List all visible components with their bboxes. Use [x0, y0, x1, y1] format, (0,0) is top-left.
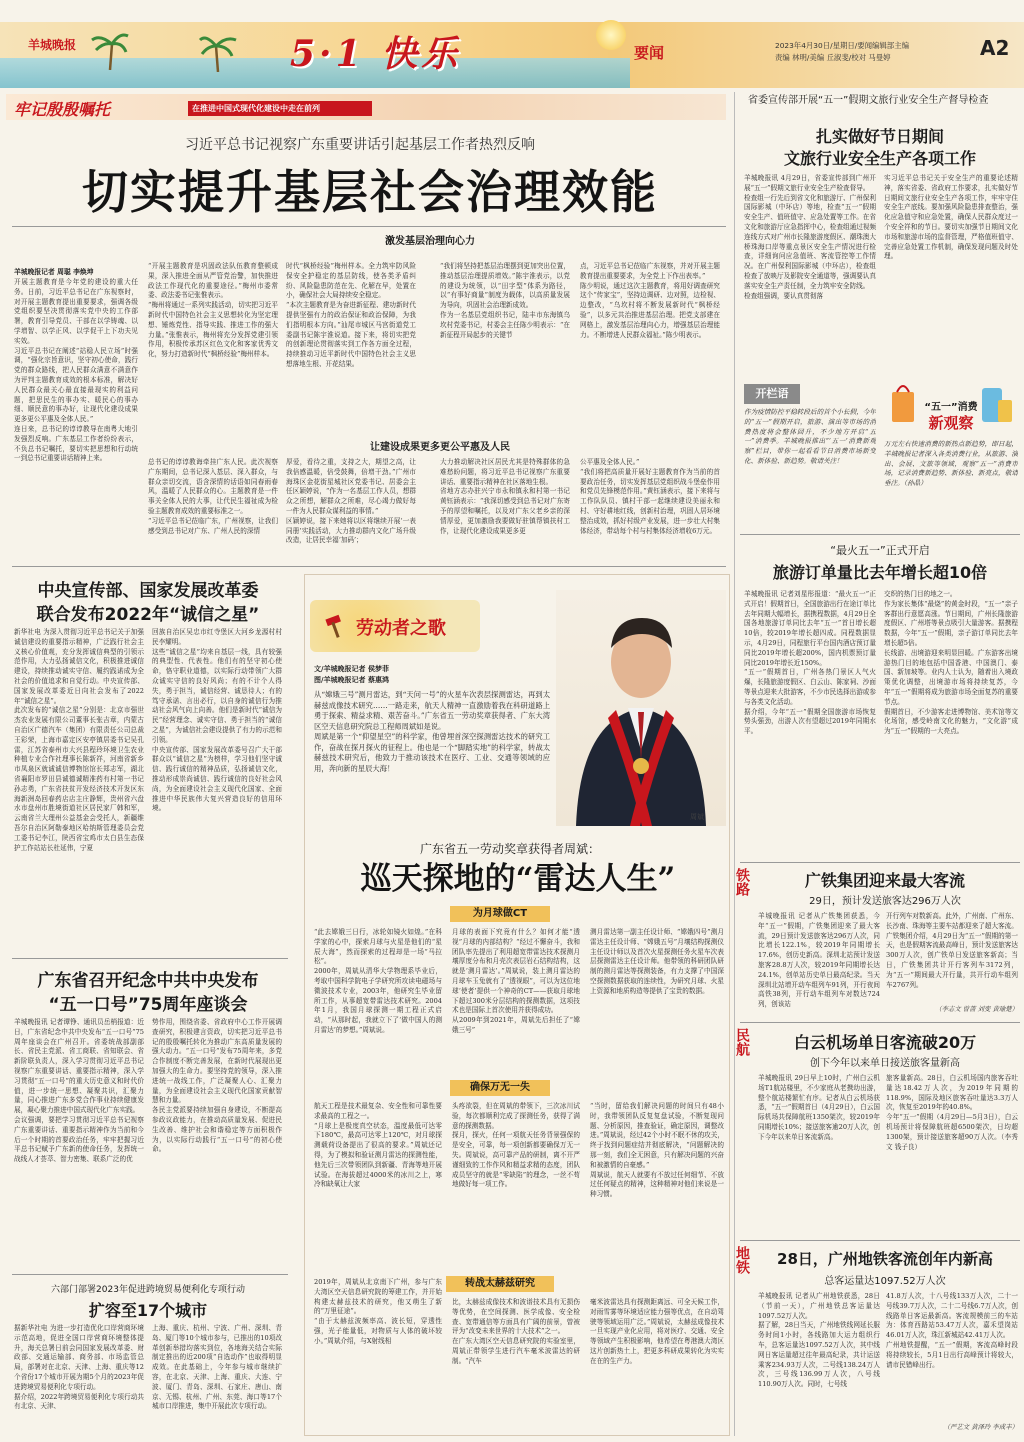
sun-icon — [596, 20, 626, 50]
air-tag: 民航 — [734, 1028, 750, 1056]
lead-column-9: 公平惠及全体人民。” “我们将把高质量开展好主题教育作为当前的首要政治任务，切实发挥基层党组织战斗堡垒作用和党员先锋模范作用。”黄钰涵表示，接下来将与工作队队员、镇村干部一起继续建设美丽永和村、守好耕地红线，创新村治理，巩固人居环境整治成效，抓好村级产业发展，进一步壮大村集体经济，带动每个村与村集体经济增收6万元。 — [580, 458, 720, 535]
lead-kicker: 习近平总书记视察广东重要讲话引起基层工作者热烈反响 — [185, 137, 535, 153]
trade-kicker: 六部门部署2023年促进跨境贸易便利化专项行动 — [51, 1285, 245, 1295]
column-badge-1: “五一”消费 — [924, 402, 978, 413]
feature-intro: 从“嫦娥三号”测月雷达，到“天问一号”的火星车次表层探测雷达，再到太赫兹成像技术研究……一路走来，航天人精神一直激励着我在科研道路上勇于探索、精益求精、艰苦奋斗。”广东省五一劳动奖章获得者、广东大湾区空天信息研究院总工程师周斌如是说。 周斌是第一个“仰望星空”的科学家，他曾埋首深空探测雷达技术的研究工作，奋战在探月探火的征程上。他也是一个“脚踏实地”的科学家，转战太赫兹技术研究后，他致力于推动该技术在医疗、工业、交通等领域的应用，奔向新的星辰大海！ — [314, 690, 550, 773]
theme-slogan: 牢记殷殷嘱托 — [14, 100, 111, 119]
lead-byline: 羊城晚报记者 周聪 李焕坤 — [14, 268, 94, 276]
integrity-headline-2: 联合发布2022年“诚信之星” — [36, 605, 260, 625]
divider — [12, 226, 726, 227]
newspaper-logo: 羊城晚报 — [28, 38, 77, 52]
feature-column-5: 头疼欲裂，但在周斌的带领下，三次冰川试验，每次都顺利完成了探测任务，获得了满意的探测数据。 探月，探火，任何一项航天任务背景强保的是安全，可靠，每一项创新都要确保万无一失。周斌说，高可靠产品的研制，离不开严谨细致的工作作风和精益求精的态度，团队成员坚守的就是“零缺陷”的理念，一丝不苟地做好每一项工作。 — [452, 1102, 580, 1189]
rail-credit: （李志文 曾蔷 刘变 黄瑜楚） — [935, 1005, 1018, 1013]
air-column-2: 旅客量新高。28日，白云机场国内旅客吞吐量达18.42万人次，为2019年同期的118.9%，国际及地区旅客吞吐量达3.3万人次，恢复至2019年的40.8%。 今年“五一”假期（4月29日—5月3日），白云机场预计将保障航班超6500架次，日均超1300架，预计接送旅客超90万人次。（李秀文 钱子良） — [886, 1074, 1018, 1151]
page-number: A2 — [980, 36, 1010, 60]
integrity-column-2: 回族自治区吴忠市红寺堡区大河乡龙源村村民李耀明。 这些“诚信之星”均来自基层一线，具有较强的典型性、代表性。他们有的坚守初心使命，恪守职业道德，以实际行动带领广大群众诚实守信的良好风尚；有的不计个人得失，勇于担当，诚信经营、诚恳待人；有的笃守承诺、言出必行，以自身的诚信行为推动社会风气向上向善。他们是新时代“诚信为民”经营理念、诚实守信、勇于担当的“诚信之星”，为诚信社会建设提供了有力的示范和引领。 中央宣传部、国家发展改革委号召广大干部群众以“诚信之星”为榜样，学习他们坚守诚信、践行诚信的精神品质，弘扬诚信文化，推动形成崇尚诚信、践行诚信的良好社会风尚，为全面建设社会主义现代化国家、全面推进中华民族伟大复兴营造良好的信用环境。 — [152, 628, 282, 813]
lead-column-2: “开展主题教育是巩固政法队伍教育整顿成果，深入推进全面从严管党治警，加快推进政法工作现代化的重要途径。”梅州市委常委、政法委书记张惟表示。 “梅州将通过一系列实践活动，切实把习近平新时代中国特色社会主义思想转化为坚定理想、锤炼党性、指导实践、推进工作的强大力量。”张惟表示，梅州将充分发挥党建引领作用，积极传承苏区红色文化和客家优秀文化，努力打造新时代“枫桥经验”梅州样本。 — [148, 262, 278, 359]
hammer-icon — [322, 612, 350, 640]
rail-column-2: 开行列车对数新高。此外，广州南、广州东、长沙南、珠海等主要车站都迎来了超大客流。 广铁集团介绍，4月29日为“五一”假期的第一天，也是假期客流最高峰日，预计发送旅客达300万人次，创广铁单日发送旅客新高；当日，广铁集团共计开行客列车3172列，为“五一”期间最大开行量，共开行动车组列车2767列。 — [886, 912, 1018, 989]
trade-headline: 扩容至17个城市 — [88, 1301, 208, 1320]
metro-tag: 地铁 — [734, 1246, 750, 1274]
rail-headline: 广铁集团迎来最大客流 — [804, 871, 965, 890]
column-tag: 开栏语 — [744, 384, 800, 404]
divider — [740, 862, 1020, 863]
lead-subhead: 激发基层治理向心力 — [385, 236, 475, 247]
integrity-headline-1: 中央宣传部、国家发展改革委 — [37, 581, 259, 601]
tourism-column-2: 实习近平总书记关于安全生产的重要论述精神，落实省委、省政府工作要求，扎实做好节日期间文旅行业安全生产各项工作，牢牢守住安全生产底线。要加强风险隐患排查整治，强化应急值守和应急处置，确保人民群众度过一个安全祥和的节日。要切实加强节日期间文化市场和旅游市场的监督管理，严格值班值守、完善应急处置工作机制，确保发现问题及时处理。 — [884, 174, 1018, 261]
integrity-column-1: 新华社电 为深入贯彻习近平总书记关于加强诚信建设的重要指示精神，广泛践行社会主义核心价值观，充分发挥诚信典型的引领示范作用，大力弘扬诚信文化，积极推进诚信建设，持续推动诚实守信、履约践诺成为全社会的价值追求和自觉行动。中央宣传部、国家发展改革委近日向社会发布了2022年“诚信之星”。 此次发布的“诚信之星”分别是：北京市强世杰农业发展有限公司董事长张吉章，内蒙古自治区广德汽车（集团）有限责任公司总裁王彩荣，上海市嘉定区安亭镇居委书记吴孔雷，江苏省泰州市大兴县程玲环境卫生农业种植专业合作社理事长陈新祥，河南省新乡市凤泉区就诚诚信博物馆馆长郑志军，湖北省襄阳市罗田县诚德诚精准药有村第一书记孙志勇，广东省扶贫开发经济技术开发区东海新洲岛回春药店店主庄静辉，贵州省六盘水市盘州市胜境街道社区居民家厂韩和军，云南省兰大理州公益基金会受托人，新疆维吾尔自治区阿勒泰地区哈纳斯管理委员会党工委书记李江，陕西省宝鸡市太白县生态保护工作站站长杜延伟，宁夏 — [14, 628, 144, 852]
metro-column-2: 41.8万人次，十八号线133万人次，二十一号线39.7万人次，二十二号线6.7万人次，创线路单日客运最新高。客流规模前三的车站为：体育西路站53.47万人次，嘉禾望岗站46.01万人次，珠江新城站42.41万人次。 广州地铁提醒，“五一”假期，客流高峰时段将持续较长，5月1日出行高峰预计将较大，请市民错峰出行。 — [886, 1292, 1018, 1369]
may-slogan-headline-2: “五一口号”75周年座谈会 — [48, 995, 248, 1015]
travel-column-1: 羊城晚报讯 记者刘星彤报道：“最火五一”正式开启！假期首日，全国旅游出行在途订单比去年同期大幅增长，据携程数据，4月29日全国各地旅游订单同比去年“五一”首日增长超10倍，较2019年增长超四成。同程数据显示，4月29日，同程旅行平台国内酒店预订量同比2019年增长超200%，国内机票预订量同比2019年增长近150%。 “五一”假期首日，广州各热门景区人气火爆，长隆旅游度假区、白云山、陈家祠、沙面等景点迎来大批游客，不少市民选择出游或参与各类文化活动。 据介绍，今年“五一”假期全国旅游市场恢复势头强劲，出游人次有望超过2019年同期水平。 — [744, 590, 876, 736]
feature-column-1: “此去嫦娥三日行，冰轮如镜火如煌。”在科学家的心中，探索月球与火星是他们的“星辰大海”，然而探索的过程却是一场“马拉松”。 2000年，周斌从清华大学物理系毕业后，考取中国科学院电子学研究所攻读电磁场与微波技术专业，2003年，他研究生毕业留所工作，从事超宽带雷达技术研究。2004年1月，我国月球探测一期工程正式启动，“从那时起，我就立下了‘做中国人的测月雷达’的梦想。”周斌说。 — [314, 928, 442, 1034]
feature-headline: 巡天探地的“雷达人生” — [360, 861, 676, 897]
air-headline: 白云机场单日客流破20万 — [793, 1033, 977, 1052]
divider — [740, 1240, 1020, 1241]
tourism-headline-1: 扎实做好节日期间 — [815, 127, 944, 146]
lead-column-1: 开展主题教育是今年党的建设的重大任务。日前，习近平总书记在广东视察时，对开展主题教育提出重要要求，强调各级党组织要坚决贯彻落实党中央的工作部署，教育引导党员、干部在以学铸魂、以学增智、以学正风、以学促干上下功夫见实效。 习近平总书记在阐述“站稳人民立场”时强调，“强化宗旨意识，坚守初心使命，践行党的群众路线，把人民群众满意不满意作为评判主题教育成效的根本标准，解决好人民群众最关心最直接最现实的利益问题，把思民生的事办实、暖民心的事办细、顺民意的事办好，让现代化建设成果更多更公平惠及全体人民。” 连日来，总书记的谆谆教导在南粤大地引发强烈反响。广东基层工作者纷纷表示，不负总书记嘱托，要切实把思想和行动统一到总书记重要讲话精神上来。 — [14, 278, 138, 463]
feature-tag: 劳动者之歌 — [356, 618, 446, 639]
divider — [12, 958, 288, 959]
feature-column-8: 毫米波雷达具有探测距离远、可全天候工作，对雨雪雾等环境适应能力强等优点，在自动驾驶等领域运用广泛。”周斌说，太赫兹成像技术一旦实现产业化应用，将对医疗、交通、安全等领域产生积极影响，他希望在粤港澳大湾区这片创新热土上，把更多科研成果转化为实实在在的生产力。 — [590, 1298, 724, 1365]
lead-column-7: 厚爱，看待之重，支持之大，期望之高，让我倍感温暖，倍受鼓舞，倍增干劲。”广州市海珠区金花街星城社区党委书记、居委会主任区颖婷说，“作为一名基层工作人员，想群众之所想，解群众之所难，尽心竭力做好每一件为人民群众谋利益的事情。” 区颖婷说，接下来她将以区将继续开展‘一表同册’实践活动，大力推动群内文化广场升级改造，让居民幸福‘加码’； — [286, 458, 416, 545]
feature-kicker: 广东省五一劳动奖章获得者周斌： — [419, 842, 600, 856]
section-title: 要闻 — [634, 44, 665, 62]
travel-headline: 旅游订单量比去年增长超10倍 — [772, 563, 988, 582]
feature-subhead-2: 确保万无一失 — [470, 1082, 530, 1093]
photo-caption: 周斌 — [690, 813, 704, 821]
metro-column-1: 羊城晚报讯 记者从广州地铁获悉，28日（节前一天），广州地铁总客运量达1097.52万人次。 据了解，28日当天，广州地铁线网延长服务时间1小时，各线路加大运力组织行车，总客运量达1097.52万人次，其中线网日客运量超过往年最高纪录，共计运送乘客234.93万人次，二号线138.24万人次，三号线136.99万人次，八号线110.90万人次。同时，七号线 — [758, 1292, 880, 1389]
air-column-1: 羊城晚报讯 29日早上10时，广州白云机场T1航站楼里，不少家庭从老携幼出游，整个航站楼繁忙有序。记者从白云机场获悉，“五一”假期首日（4月29日），白云国际机场共保障航班1350架次，较2019年同期增长10%；接送旅客逾20万人次，创下今年以来单日客流新高。 — [758, 1074, 880, 1141]
feature-column-7: 比，太赫兹成像技术和波谱技术具有无损伤等优势，在空间探测、医学成像、安全检查、宽带通信等方面具有广阔的前景，曾被评为“改变未来世界的十大技术”之一。 在广东大湾区空天信息研究院的实验室里，周斌正带领学生进行汽车毫米波雷达的研制。“汽车 — [452, 1298, 580, 1365]
lead-column-5: 点，习近平总书记莅临广东视察，并对开展主题教育提出重要要求，为全党上下作出表率。” 陈少明说，通过这次主题教育，将用好调查研究这个“传家宝”，坚持边调研、边对照，边检视、边整改，“乌坎村将不断发展新时代“枫桥经验”，以多元共治推进基层治理。把党支部建在网格上，激发基层治理向心力，增强基层治理能力。不断增进人民群众福祉。”陈少明表示。 — [580, 262, 720, 339]
right-divider — [734, 92, 735, 1436]
editor-credits: 责编 林明/美编 丘淑斐/校对 马曼婷 — [775, 53, 891, 62]
lead-headline: 切实提升基层社会治理效能 — [82, 165, 658, 219]
lead-column-3: 时代“枫桥经验”梅州样本。全力筑牢防风险保安全护稳定的基层防线，使各类矛盾纠纷、风险隐患防范在先、化解在早，处置在小，确保社会大局持续安全稳定。 “本次主题教育是为奋进新征程、建功新时代提供坚强有力的政治保证和政治保障，为我们指明根本方向。”汕尾市城区马宫街道党工委副书记陈宇淮说道。接下来，将切实把党的创新理论贯彻落实到工作各方面全过程，持续推动习近平新时代中国特色社会主义思想落地生根、开花结果。 — [286, 262, 416, 368]
feature-column-4: 航天工程是技术最复杂、安全性和可靠性要求最高的工程之一。 “月球上是极度真空状态，温度最低可达零下180℃，最高可达零上120℃，对月球探测载荷设备提出了很高的要求。”周斌还记得，为了模拟和验证测月雷达的探测性能，他先后三次带领团队到新疆、青海等地开展试验。在海拔超过4000米的冰川之上，寒冷和缺氧让大家 — [314, 1102, 442, 1189]
tourism-column-1: 羊城晚报讯 4月29日，省委宣传部到广州开展“五一”假期文旅行业安全生产检查督导。 检查组一行先后到省文化和旅游厅、广州保利国际影城（中环店）等地，检查“五一”假期安全生产、值班值守、应急处置等工作。在省文化和旅游厅应急指挥中心，检查组通过视频连线方式对广州市长隆旅游度假区、潮珠澳大桥珠海口岸等重点景区安全生产情况进行检查，详细询问应急值班、客流管控等工作情况。在广州保利国际影城（中环店），检查组检查了放映厅及影院安全通道等，强调要认真落实安全生产责任制，全力筑牢安全防线。 检查组强调，要认真贯彻落 — [744, 174, 876, 300]
may-slogan-column-1: 羊城晚报讯 记者谭铮、通讯员岳梢报道：近日，广东省纪念中共中央发布“五一口号”75周年座谈会在广州召开。省委统战部副部长、省民主党派、省工商联、省知联会、省新阶联负责人，深入学习贯彻习近平总书记视察广东重要讲话、重要指示精神，深入学习贯彻“五一口号”的重大历史意义和时代价值，进一步统一思想、凝聚共识，汇聚力量，同心推进广东多党合作事业持续健康发展，凝心聚力推进中国式现代化广东实践。 会议强调，要把学习贯彻习近平总书记视察广东重要讲话、重要指示精神作为当前和今后一个时期的首要政治任务，牢牢把握习近平总书记赋予广东新的使命任务，发挥统一战线人才荟萃、智力密集、联系广泛的优 — [14, 1018, 144, 1164]
travel-kicker: “最火五一”正式开启 — [830, 544, 930, 557]
column-intro: 作为疫情防控平稳转段后的首个小长假，今年的“五一”假期开启，旅游、演出等市场的消费热度将会整体回升，不少地方开启“五一”消费季。羊城晚报推出“‘五一’消费新观察”栏目，带你一起看看节日消费市场新变化、新体验、新趋势。敬请关注！ — [744, 408, 876, 465]
date-line: 2023年4月30日/星期日/要闻编辑部主编 — [775, 41, 909, 50]
rail-subhead: 29日，预计发送旅客达296万人次 — [809, 896, 961, 907]
feature-column-6: “当时，留给我们解决问题的时间只有48小时，我带领团队反复复盘试验，不断复现问题、分析原因，推查验证，确定原因，调整改进。”周斌说，经过42个小时不眠不休的攻关，终于找到问题症结并彻底解决，“问题解决的那一刻，我们全无困意，只有解决问题的兴奋和被激情的自豪感。” 周斌说，航天人就要有不放过任何细节、不放过任何疑点的精神，这种精神对他们来说是一种习惯。 — [590, 1102, 724, 1199]
rail-tag: 铁路 — [734, 868, 750, 896]
feature-subhead-3: 转战太赫兹研究 — [465, 1278, 535, 1289]
feature-column-3: 测月雷达第一副主任设计师、“嫦娥四号”测月雷达主任设计师、“嫦娥五号”月壤结构探测仪主任设计师以及首次火星探测任务火星车次表层探测雷达主任设计师。他带领的科研团队研制的测月雷达等探测装备，有力支撑了中国深空探测数据获取的连续性，为研究月球、火星上资源和地质构造等提供了宝贵的数据。 — [590, 928, 724, 995]
metro-subhead: 总客运量达1097.52万人次 — [824, 1276, 946, 1287]
holiday-banner: 5·1 快乐 — [290, 33, 462, 75]
may-slogan-column-2: 势作用，围绕省委、省政府中心工作开展调查研究，积极建言资政，切实把习近平总书记的殷殷嘱托转化为推动广东高质量发展的强大动力。“五一口号”发布75周年来，多党合作制度不断完善发展，在新时代展现出更加强大的生命力。要坚持党的领导，深入推进统一战线工作，广泛凝聚人心、汇聚力量，为全面建设社会主义现代化国家贡献智慧和力量。 各民主党派要持续加强自身建设，不断提高参政议政能力，在推动高质量发展、促进民生改善、维护社会和谐稳定等方面积极作为，以实际行动践行“五一口号”的初心使命。 — [152, 1018, 282, 1154]
feature-column-7-left: 2019年，周斌从北京南下广州，参与广东大湾区空天信息研究院的筹建工作，并开始构建太赫兹技术的研究，他又萌生了新的“万里征途”。 “由于太赫兹波频率高、波长短，穿透性强，光子能量低，对物质与人体的破坏较小。”周斌介绍，与X射线相 — [314, 1278, 442, 1345]
feature-subhead-1: 为月球做CT — [472, 908, 528, 919]
portrait-photo — [556, 590, 726, 826]
lead-subhead-2: 让建设成果更多更公平惠及人民 — [370, 442, 510, 453]
rail-column-1: 羊城晚报讯 记者从广铁集团获悉，今年“五一”假期，广铁集团迎来了最大客流，29日预计发送旅客达296万人次，同比增长122.1%，较2019年同期增长17.6%，创历史新高。深圳北站预计发送旅客28.8万人次，较2019年同期增长达24.1%，创单站历史单日最高纪录。当天深圳北站增开动车组列车91列，开行夜间高铁38列，开行动车组列车对数达724列，创该站 — [758, 912, 880, 1009]
divider — [740, 1022, 1020, 1023]
may-slogan-headline-1: 广东省召开纪念中共中央发布 — [37, 971, 259, 991]
travel-column-2: 交织的热门目的地之一。 作为家长集体“最烧”的黄金时段，“五一”亲子客群出行意愿高涨。节日期间，广州长隆旅游度假区、广州塔等景点吸引大量游客。据携程数据，今年“五一”假期，亲子游订单同比去年增长超5倍。 长线游、出境游迎来明显回暖。广东游客出境游热门目的地包括中国香港、中国澳门、泰国、新加坡等。业内人士认为，随着出入境政策优化调整，出境游市场将持续复苏，今年“五一”假期将成为旅游市场全面复苏的重要节点。 假期首日，不少游客走进博物馆、美术馆等文化场馆，感受岭南文化的魅力，“文化游”成为“五一”假期的一大亮点。 — [884, 590, 1018, 736]
tourism-headline-2: 文旅行业安全生产各项工作 — [783, 149, 976, 168]
theme-subtitle: 在推进中国式现代化建设中走在前列 — [188, 101, 372, 116]
divider — [740, 534, 1020, 535]
feature-byline-2: 图/羊城晚报记者 蔡惠鸿 — [314, 676, 389, 684]
divider — [12, 1274, 288, 1275]
feature-byline-1: 文/羊城晚报记者 侯梦菲 — [314, 665, 389, 673]
divider — [12, 566, 726, 567]
palm-icon — [198, 28, 238, 72]
tourism-kicker: 省委宣传部开展“五一”假期文旅行业安全生产督导检查 — [748, 95, 989, 106]
column-intro-2: 万元左右快速消费的新热点新趋势，即日起，羊城晚报记者深入各类消费行业，从旅游、演出、会展、文旅等领域，观察“五一”消费市场，记录消费新趋势、新体验、新亮点，敬请垂注。（孙晶） — [884, 440, 1018, 488]
lead-column-8: 大力推动解决社区居民尤其是特殊群体的急难愁盼问题，将习近平总书记视察广东重要讲话、重要指示精神在社区落地生根。 省地方志办驻兴宁市永和镇永和村第一书记黄钰涵表示：“我深切感受到总书记对广东寄予的厚望和嘱托，以及对广东父老乡亲的深情厚爱，更加激励我要做好驻镇帮镇扶村工作，让现代化建设成果更多更 — [440, 458, 570, 535]
lead-column-4: “我们将坚持把基层治理摆到更加突出位置，推动基层治理提质增效。”陈宇淮表示，以党的建设为统领，以“田字型”体系为路径，以“有事好商量”制度为载体，以高质量发展为导向，巩固社会治理新成效。 作为一名基层党组织书记，陆丰市东海镇乌坎村党委书记，村委会主任陈少明表示：“在新征程开局起步的关键节 — [440, 262, 570, 339]
metro-credit: （严艺文 黄泽玲 李成丰） — [943, 1423, 1018, 1431]
feature-column-2: 月球的表面下究竟有什么？如何才能“透视”月球的内部结构？“经过不懈奋斗，我和团队率先提出了利用超宽带雷达技术探测月壤厚度分布和月壳次表层岩石结构结构，这就是‘测月雷达’。”周斌说，装上测月雷达的月球车玉兔就有了“透视眼”，可以为这位地球‘使者’提供一个神奇的CT——获取月球地下超过300米分层结构的探测数据，这项技术也是国际上首次使用并获得成功。 从2009年到2021年，周斌先后担任了“嫦娥三号” — [452, 928, 580, 1034]
trade-column-2: 上海、重庆、杭州、宁波、广州、深圳、青岛、厦门等10个城市参与，已推出的10项改革创新举措均落实到位，各地海关结合实际制定推出的近200项“自选动作”也取得明显成效。在此基础上，今年参与城市继续扩容，在北京、天津、上海、重庆、大连、宁波、厦门、青岛、深圳、石家庄、唐山、南京、无锡、杭州、广州、东莞、海口等17个城市口岸推进，集中开展此次专项行动。 — [152, 1324, 282, 1411]
metro-headline: 28日，广州地铁客流创年内新高 — [777, 1250, 993, 1268]
trade-column-1: 据新华社电 为进一步打造优化口岸营商环境示范高地，促进全国口岸营商环境整体提升，海关总署日前会同国家发展改革委、财政部、交通运输部、商务部、市场监管总局，部署对在北京、天津、上海、重庆等12个省份17个城市开展为期5个月的2023年促进跨境贸易便利化专项行动。 据介绍，2022年跨境贸易便利化专项行动共有北京、天津、 — [14, 1324, 144, 1411]
lead-column-6: 总书记的谆谆教诲牵挂广东人民。此次视察广东期间，总书记深入基层、深入群众，与群众亲切交流，语含深情的话语如同春雨春风，温暖了人民群众的心。主题教育是一件事关全体人民的大事，让代民生福祉成为检验主题教育成效的重要标准之一。 “习近平总书记莅临广东，广州视察，让我们感受到总书记对广东、广州人民的深情 — [148, 458, 278, 535]
air-subhead: 创下今年以来单日接送旅客量新高 — [810, 1058, 960, 1069]
column-badge-2: 新观察 — [928, 414, 974, 432]
